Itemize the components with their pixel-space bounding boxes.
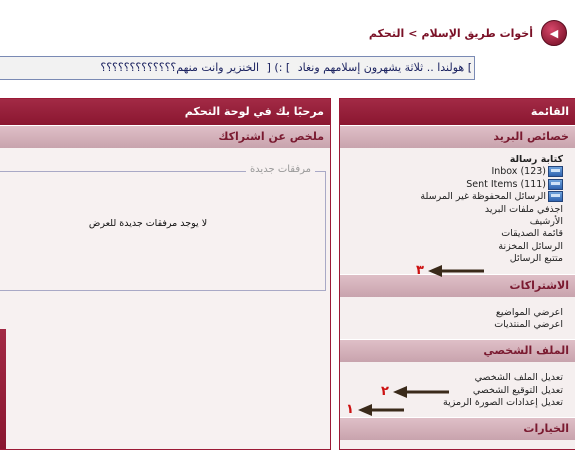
arrow-right-icon <box>356 403 406 417</box>
main-panel-title: مرحبًا بك في لوحة التحكم <box>0 99 330 125</box>
ticker-item[interactable]: الخنزير وانت منهم؟؟؟؟؟؟؟؟؟؟؟؟؟ <box>100 61 260 74</box>
breadcrumb-current: التحكم <box>368 26 405 40</box>
sidebar-heading-profile[interactable]: الملف الشخصي <box>340 339 575 362</box>
ticker-item[interactable]: ] هولندا .. ثلاثة يشهرون إسلامهم ونغاد <box>297 61 472 74</box>
empty-attachments-message: لا يوجد مرفقات جديدة للعرض <box>88 218 208 229</box>
inbox-link[interactable] <box>350 166 563 178</box>
inbox-label[interactable]: Inbox (123) <box>491 166 546 178</box>
edit-avatar-link[interactable]: تعديل إعدادات الصورة الرمزية <box>443 397 563 409</box>
compose-message-link[interactable]: كتابة رسالة <box>509 154 563 165</box>
sidebar-heading-options[interactable]: الخيارات <box>340 417 575 440</box>
breadcrumb-separator: > <box>408 26 418 40</box>
edit-signature-link[interactable]: تعديل التوقيع الشخصي <box>472 384 563 396</box>
folder-icon <box>548 191 563 202</box>
side-strip <box>0 329 6 449</box>
sidebar-heading-mail[interactable]: خصائص البريد <box>340 125 575 148</box>
contacts-link[interactable]: قائمة الصديقات <box>501 228 563 240</box>
news-ticker[interactable] <box>0 56 475 80</box>
sidebar-heading-subscriptions[interactable]: الاشتراكات <box>340 274 575 297</box>
breadcrumb-home[interactable]: أخوات طريق الإسلام <box>421 26 533 40</box>
sent-items-link[interactable] <box>350 179 563 191</box>
saved-messages-label[interactable]: الرسائل المحفوظة غير المرسلة <box>420 191 546 203</box>
sidebar-title: القائمة <box>340 99 575 125</box>
annotation-arrow-3 <box>416 263 486 278</box>
annotation-arrow-1 <box>346 402 406 417</box>
folder-icon <box>548 179 563 190</box>
folder-icon <box>548 166 563 177</box>
new-attachments-legend: مرفقات جديدة <box>246 164 315 175</box>
subscription-summary-heading: ملخص عن اشتراكك <box>0 125 330 148</box>
sent-items-label[interactable]: Sent Items (111) <box>466 178 546 190</box>
breadcrumb <box>369 20 567 46</box>
empty-folders-link[interactable]: اجذفي ملفات البريد <box>484 203 563 215</box>
view-forums-link[interactable]: اعرضي المنتديات <box>494 318 563 330</box>
archive-link[interactable]: الأرشيف <box>529 215 563 227</box>
stored-messages-link[interactable]: الرسائل المخزنة <box>498 240 563 252</box>
view-topics-link[interactable]: اعرضي المواضيع <box>495 306 563 318</box>
arrow-right-icon <box>391 385 451 399</box>
edit-profile-link[interactable]: تعديل الملف الشخصي <box>474 372 563 384</box>
message-tracker-link[interactable]: متتبع الرسائل <box>509 253 563 265</box>
annotation-arrow-2 <box>381 384 451 399</box>
saved-messages-link[interactable] <box>350 191 563 203</box>
main-panel <box>0 98 331 450</box>
arrow-right-icon <box>426 264 486 278</box>
new-attachments-box <box>0 164 326 291</box>
annotation-number: ٢ <box>381 384 389 399</box>
annotation-number: ١ <box>346 402 354 417</box>
annotation-number: ٣ <box>416 263 424 278</box>
back-arrow-icon[interactable]: ◀ <box>541 20 567 46</box>
ticker-item[interactable]: ] :) [ <box>266 61 291 74</box>
